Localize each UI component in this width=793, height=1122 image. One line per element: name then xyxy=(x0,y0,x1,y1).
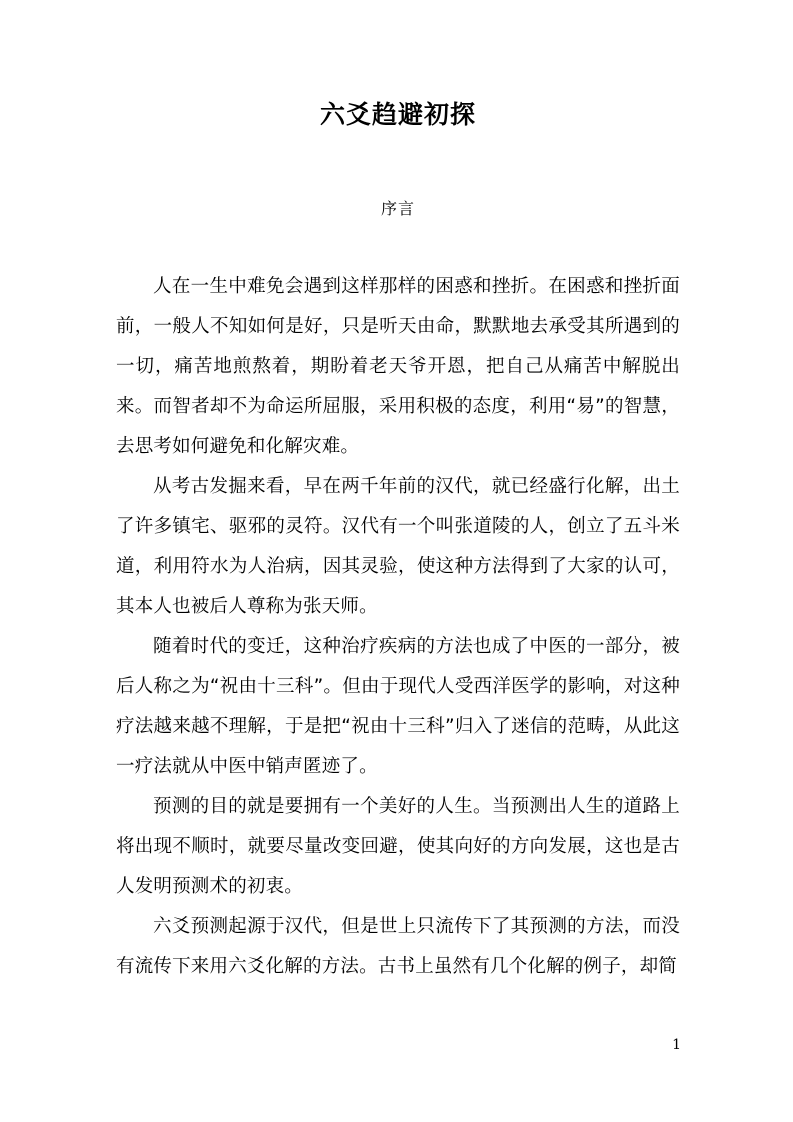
section-heading-preface: 序言 xyxy=(380,199,415,218)
page-number: 1 xyxy=(672,1037,681,1053)
paragraph: 人在一生中难免会遇到这样那样的困惑和挫折。在困惑和挫折面前，一般人不知如何是好，只是听天由命，默默地去承受其所遇到的一切，痛苦地煎熬着，期盼着老天爷开恩，把自己从痛苦中解脱出来。而智者却不为命运所屈服，采用积极的态度，利用“易”的智慧，去思考如何避免和化解灾难。 xyxy=(116,276,680,457)
body-text xyxy=(116,267,680,987)
paragraph: 随着时代的变迁，这种治疗疾病的方法也成了中医的一部分，被后人称之为“祝由十三科”。但由于现代人受西洋医学的影响，对这种疗法越来越不理解，于是把“祝由十三科”归入了迷信的范畴，从此这一疗法就从中医中销声匿迹了。 xyxy=(116,636,680,777)
paragraph: 从考古发掘来看，早在两千年前的汉代，就已经盛行化解，出土了许多镇宅、驱邪的灵符。汉代有一个叫张道陵的人，创立了五斗米道，利用符水为人治病，因其灵验，使这种方法得到了大家的认可，其本人也被后人尊称为张天师。 xyxy=(116,476,680,617)
paragraph: 六爻预测起源于汉代，但是世上只流传下了其预测的方法，而没有流传下来用六爻化解的方法。古书上虽然有几个化解的例子，却简 xyxy=(116,916,680,977)
paragraph: 预测的目的就是要拥有一个美好的人生。当预测出人生的道路上将出现不顺时，就要尽量改变回避，使其向好的方向发展，这也是古人发明预测术的初衷。 xyxy=(116,796,680,897)
page-content xyxy=(116,0,680,987)
page-title: 六爻趋避初探 xyxy=(319,100,476,129)
